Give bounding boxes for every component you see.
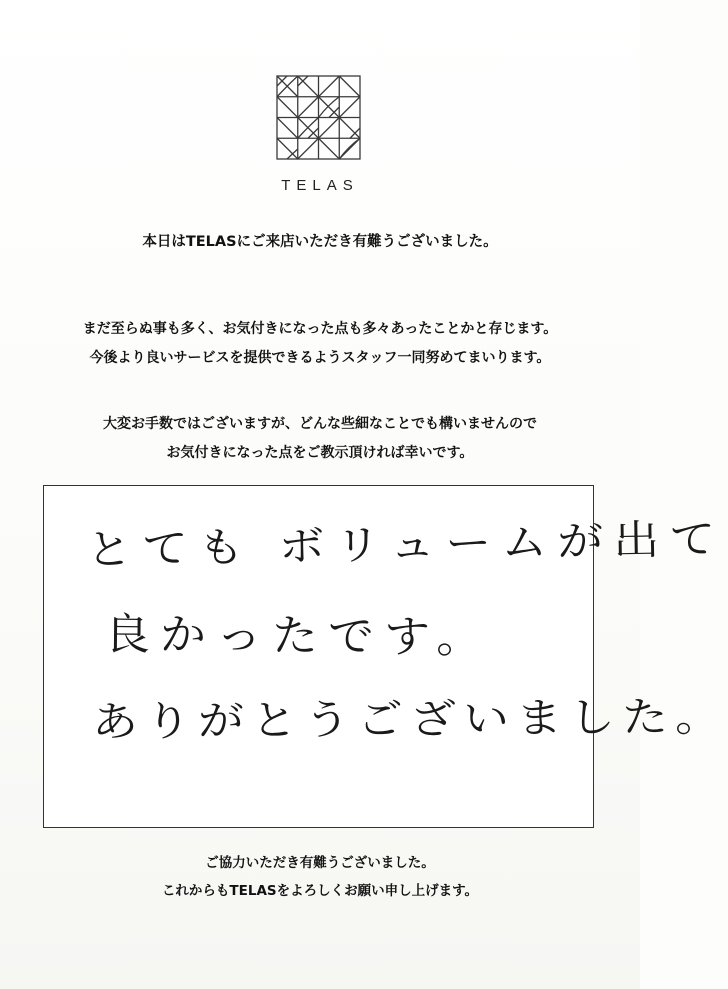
intro-line-4: お気付きになった点をご教示頂ければ幸いです。 (166, 445, 474, 461)
brand-name: TELAS (281, 177, 359, 194)
intro-line-1: まだ至らぬ事も多く、お気付きになった点も多々あったことかと存じます。 (82, 321, 558, 337)
telas-logo (276, 75, 361, 160)
thanks-message: 本日はTELASにご来店いただき有難うございました。 (142, 234, 498, 250)
handwritten-line-1: とても ボリュームが出て (85, 514, 726, 574)
handwritten-line-3: ありがとうございました。 (91, 691, 728, 746)
handwritten-line-2: 良かったです。 (103, 608, 493, 663)
intro-line-2: 今後より良いサービスを提供できるようスタッフ一同努めてまいります。 (89, 350, 551, 366)
footer-line-2: これからもTELASをよろしくお願い申し上げます。 (161, 883, 479, 899)
intro-line-3: 大変お手数ではございますが、どんな些細なことでも構いませんので (103, 416, 537, 432)
comment-box (43, 485, 728, 828)
footer-line-1: ご協力いただき有難うございました。 (205, 855, 435, 871)
